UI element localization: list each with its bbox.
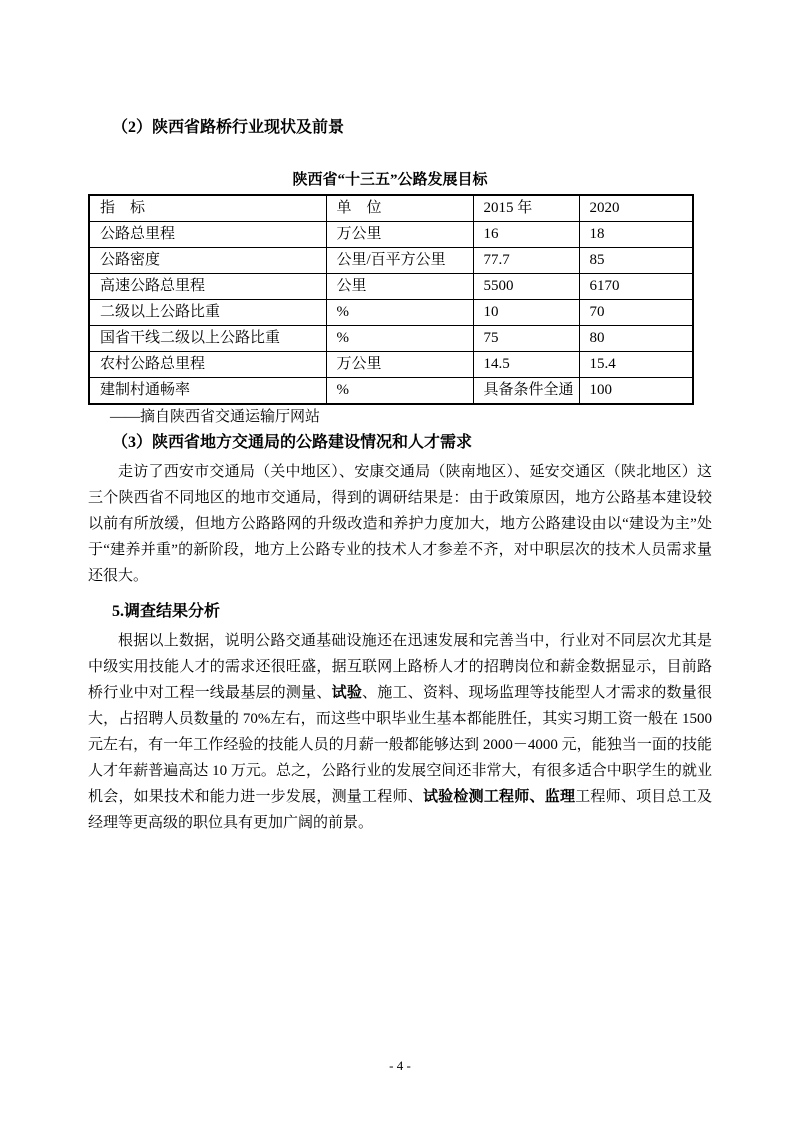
analysis-bold-segment: 试验检测工程师、监理 xyxy=(422,789,576,805)
table-cell: 农村公路总里程 xyxy=(89,352,326,378)
page-number: - 4 - xyxy=(389,1058,411,1073)
paragraph-survey-visits: 走访了西安市交通局（关中地区）、安康交通局（陕南地区）、延安交通区（陕北地区）这三个陕西省不同地区的地市交通局，得到的调研结果是：由于政策原因，地方公路基本建设较以前有所放缓，但地方公路路网的升级改造和养护力度加大，地方公路建设由以“建设为主”处于“建养并重”的新阶段，地方上公路专业的技术人才参差不齐，对中职层次的技术人员需求量还很大。 xyxy=(88,464,712,584)
table-cell: % xyxy=(326,326,473,352)
table-cell: 75 xyxy=(473,326,579,352)
paragraph-analysis xyxy=(88,628,712,836)
table-row xyxy=(89,352,693,378)
table-row xyxy=(89,326,693,352)
document-content xyxy=(88,118,712,836)
table-cell: 100 xyxy=(579,378,693,405)
table-cell: 15.4 xyxy=(579,352,693,378)
table-row xyxy=(89,248,693,274)
table-source-note: ——摘自陕西省交通运输厅网站 xyxy=(110,409,321,425)
table-cell: 公里 xyxy=(326,274,473,300)
table-cell: 公路总里程 xyxy=(89,222,326,248)
analysis-text-segment: 工程师、项目总工及经理等更高级的职位具有更加广阔的前景。 xyxy=(88,789,712,831)
table-header-cell: 单 位 xyxy=(326,195,473,222)
table-header-row xyxy=(89,195,693,222)
analysis-bold-segment: 试验 xyxy=(331,685,363,701)
table-cell: 16 xyxy=(473,222,579,248)
table-cell: 80 xyxy=(579,326,693,352)
road-development-table xyxy=(88,194,694,405)
table-cell: 70 xyxy=(579,300,693,326)
table-cell: 国省干线二级以上公路比重 xyxy=(89,326,326,352)
section-heading-2: （2）陕西省路桥行业现状及前景 xyxy=(112,119,345,136)
analysis-text-segment: 根据以上数据，说明公路交通基础设施还在迅速发展和完善当中，行业对不同层次尤其是中级实用技能人才的需求还很旺盛，据互联网上路桥人才的招聘岗位和薪金数据显示，目前路桥行业中对工程一线最基层的测量、 xyxy=(88,633,712,701)
table-cell: 公里/百平方公里 xyxy=(326,248,473,274)
table-cell: % xyxy=(326,300,473,326)
section-heading-5: 5.调查结果分析 xyxy=(112,603,221,620)
table-cell: 18 xyxy=(579,222,693,248)
table-row xyxy=(89,274,693,300)
table-header-cell: 指 标 xyxy=(89,195,326,222)
table-cell: 85 xyxy=(579,248,693,274)
table-cell: 建制村通畅率 xyxy=(89,378,326,405)
table-cell: 5500 xyxy=(473,274,579,300)
analysis-text-segment: 、施工、资料、现场监理等技能型人才需求的数量很大，占招聘人员数量的 70%左右，而这些中职毕业生基本都能胜任，其实习期工资一般在 1500 元左右，有一年工作经验的技能人员的月薪一般都能够达到 2000－4000 元，能独当一面的技能人才年薪普遍高达 10 万元。总之，公路行业的发展空间还非常大，有很多适合中职学生的就业机会，如果技术和能力进一步发展，测量工程师、 xyxy=(88,685,712,805)
table-cell: 6170 xyxy=(579,274,693,300)
table-header-cell: 2015 年 xyxy=(473,195,579,222)
table-row xyxy=(89,378,693,405)
table-cell: 高速公路总里程 xyxy=(89,274,326,300)
table-cell: 14.5 xyxy=(473,352,579,378)
table-title: 陕西省“十三五”公路发展目标 xyxy=(292,172,488,188)
table-row xyxy=(89,222,693,248)
table-cell: % xyxy=(326,378,473,405)
table-row xyxy=(89,300,693,326)
table-cell: 公路密度 xyxy=(89,248,326,274)
table-cell: 77.7 xyxy=(473,248,579,274)
table-cell: 万公里 xyxy=(326,222,473,248)
table-cell: 具备条件全通 xyxy=(473,378,579,405)
table-cell: 万公里 xyxy=(326,352,473,378)
table-cell: 10 xyxy=(473,300,579,326)
section-heading-3: （3）陕西省地方交通局的公路建设情况和人才需求 xyxy=(112,434,473,451)
table-cell: 二级以上公路比重 xyxy=(89,300,326,326)
table-header-cell: 2020 xyxy=(579,195,693,222)
